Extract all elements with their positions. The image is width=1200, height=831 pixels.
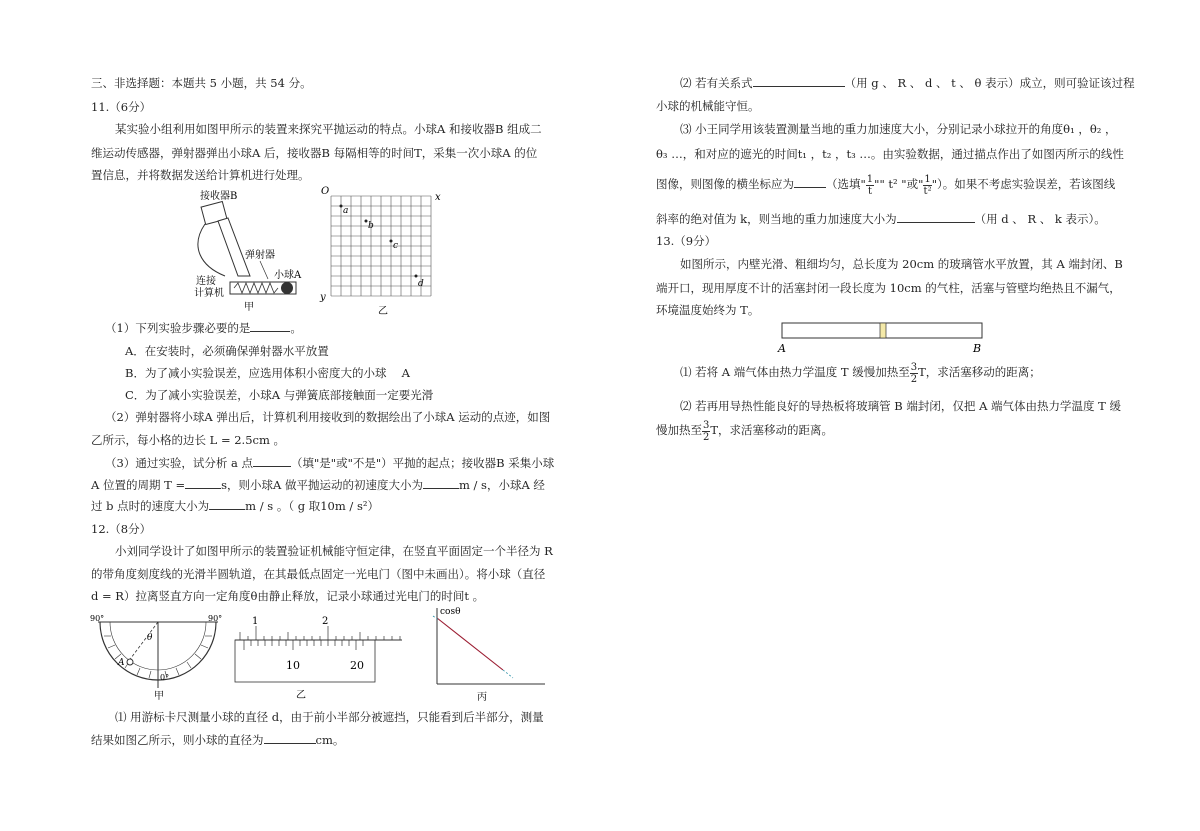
q12-p1-line1: ⑴ 用游标卡尺测量小球的直径 d，由于前小半部分被遮挡，只能看到后半部分，测量	[115, 710, 544, 724]
q13-p1-text-a: ⑴ 若将 A 端气体由热力学温度 T 缓慢加热至	[680, 365, 910, 379]
q11-p3-text-a: （3）通过实验，试分析 a 点	[105, 456, 253, 470]
connect-label-1: 连接	[196, 276, 216, 287]
q12-p1-line2	[91, 732, 344, 748]
q11-figure-jia	[190, 186, 310, 314]
q12-intro-2: 的带角度刻度线的光滑半圆轨道，在其最低点固定一光电门（图中未画出）。将小球（直径	[91, 567, 546, 581]
fraction-1-over-t2	[923, 174, 931, 197]
main-scale-ticks	[240, 626, 400, 640]
q12-p3-text-e: 斜率的绝对值为 k，则当地的重力加速度大小为	[656, 212, 897, 226]
q11-p3-text-b: （填"是"或"不是"）平抛的起点；接收器B 采集小球	[290, 456, 555, 470]
q13-p2-text-a: 慢加热至	[656, 423, 702, 437]
ball-label: 小球A	[274, 270, 302, 281]
deg-right-label: 90°	[208, 614, 223, 623]
vernier-20: 20	[350, 659, 364, 672]
frac2-den: t²	[923, 185, 932, 197]
q12-p3-text-f: （用 d 、 R 、 k 表示）。	[974, 212, 1106, 226]
q11-p1-end: 。	[290, 321, 302, 335]
q11-p1	[105, 320, 302, 336]
ball-a	[281, 282, 293, 294]
q11-option-a: A．在安装时，必须确保弹射器水平放置	[125, 344, 329, 358]
q13-intro-2: 端开口，现用厚度不计的活塞封闭一段长度为 10cm 的气柱，活塞与管壁均绝热且不漏气，	[656, 281, 1121, 295]
q11-p3-text-d: s，则小球A 做平抛运动的初速度大小为	[221, 478, 423, 492]
q11-p3-line2	[91, 477, 545, 493]
zero-deg-label: 0°	[160, 673, 170, 682]
x-label: x	[435, 192, 441, 203]
frac1-den: t	[867, 185, 872, 197]
q12-p3-text-b: （选填"	[826, 177, 866, 191]
connect-label-2: 计算机	[194, 288, 224, 299]
q11-figure-yi	[318, 186, 448, 316]
q12-p3-line4	[656, 211, 1106, 227]
q11-p3-blank-3[interactable]	[423, 477, 459, 489]
q13-p1-frac-num: 3	[910, 361, 918, 373]
q11-p3-text-c: A 位置的周期 T =	[91, 478, 186, 492]
q13-p2-frac-num: 3	[703, 419, 710, 431]
y-axis-label: cosθ	[440, 607, 461, 617]
q11-p2-line1: （2）弹射器将小球A 弹出后，计算机利用接收到的数据绘出了小球A 运动的点迹，如图	[105, 410, 551, 424]
receiver-label: 接收器B	[200, 191, 238, 202]
q12-p2-blank[interactable]	[753, 75, 845, 87]
q12-p3-text-c: "" t² "或"	[874, 177, 924, 191]
origin-label: O	[321, 186, 330, 197]
fig-jia-caption: 甲	[154, 691, 164, 702]
q12-p2-text-b: （用 g 、 R 、 d 、 t 、 θ 表示）成立，则可验证该过程	[844, 76, 1135, 90]
point-b-label: b	[368, 221, 374, 231]
q11-p3-text-g: m / s 。（ g 取10m / s²）	[245, 499, 379, 513]
q11-p1-blank[interactable]	[250, 320, 290, 332]
receiver-arm	[218, 218, 250, 276]
q13-number: 13.（9分）	[656, 234, 717, 248]
q12-p3-text-d: "）。如果不考虑实验误差，若该图线	[931, 177, 1116, 191]
q12-p1-text-a: 结果如图乙所示，则小球的直径为	[91, 733, 264, 747]
q12-figure-jia	[88, 610, 228, 702]
q13-p2-line1: ⑵ 若再用导热性能良好的导热板将玻璃管 B 端封闭，仅把 A 端气体由热力学温度 T 缓	[680, 399, 1122, 413]
q12-p2-text-a: ⑵ 若有关系式	[680, 76, 753, 90]
fig-jia-caption: 甲	[244, 302, 254, 313]
end-b-label: B	[973, 342, 982, 355]
y-label: y	[320, 292, 326, 303]
q13-p1-text-b: T，求活塞移动的距离；	[918, 365, 1041, 379]
q11-intro-1: 某实验小组利用如图甲所示的装置来探究平抛运动的特点。小球A 和接收器B 组成二	[115, 122, 542, 136]
q11-p3-blank-2[interactable]	[185, 477, 221, 489]
q12-figure-bing	[425, 604, 550, 702]
q11-p3-line1	[105, 455, 554, 471]
q12-p3-text-a: 图像，则图像的横坐标应为	[656, 177, 794, 191]
piston	[880, 323, 886, 338]
q11-p1-stem: （1）下列实验步骤必要的是	[105, 321, 251, 335]
q11-p3-line3	[91, 498, 379, 514]
q11-p3-text-f: 过 b 点时的速度大小为	[91, 499, 210, 513]
q12-p3-line1: ⑶ 小王同学用该装置测量当地的重力加速度大小，分别记录小球拉开的角度θ₁ ，θ₂ ，	[680, 122, 1117, 136]
data-line	[437, 618, 503, 670]
q12-p2	[680, 75, 1135, 91]
q13-tube-figure	[774, 318, 990, 358]
q12-p3-line2: θ₃ …，和对应的遮光的时间t₁ ，t₂ ，t₃ …。由实验数据，通过描点作出了如图丙所示的线性	[656, 147, 1124, 161]
q12-p1-blank[interactable]	[264, 732, 316, 744]
launcher-label: 弹射器	[245, 250, 275, 261]
q13-p1-frac-den: 2	[910, 373, 918, 385]
ball	[127, 659, 133, 665]
q11-p2-line2: 乙所示，每小格的边长 L = 2.5cm 。	[91, 433, 286, 447]
q11-intro-2: 维运动传感器，弹射器弹出小球A 后，接收器B 每隔相等的时间T，采集一次小球A 的位	[91, 146, 538, 160]
q12-p2-line2: 小球的机械能守恒。	[656, 99, 760, 113]
q12-p1-text-b: cm。	[315, 733, 345, 747]
q12-number: 12.（8分）	[91, 522, 152, 536]
deg-left-label: 90°	[90, 614, 105, 623]
data-line-extension	[503, 670, 513, 678]
section-header: 三、非选择题：本题共 5 小题，共 54 分。	[91, 76, 312, 90]
theta-label: θ	[147, 633, 153, 643]
point-c-label: c	[393, 241, 399, 251]
point-a-label: a	[343, 206, 349, 216]
q12-figure-yi	[230, 612, 410, 702]
q13-p1	[680, 360, 1041, 385]
q11-option-b: B．为了减小实验误差，应选用体积小密度大的小球 A	[125, 366, 410, 380]
q11-p3-text-e: m / s，小球A 经	[458, 478, 545, 492]
point-d-label: d	[418, 279, 424, 289]
fraction-3-over-2	[910, 362, 918, 385]
main-scale-2: 2	[322, 616, 329, 627]
end-a-label: A	[778, 342, 786, 355]
q13-p2-text-b: T，求活塞移动的距离。	[710, 423, 834, 437]
q12-intro-1: 小刘同学设计了如图甲所示的装置验证机械能守恒定律，在竖直平面固定一个半径为 R	[115, 544, 553, 558]
q12-p3-blank-1[interactable]	[794, 176, 826, 188]
q13-p2-line2	[656, 418, 833, 443]
q11-number: 11.（6分）	[91, 100, 152, 114]
receiver-cable	[198, 224, 225, 276]
vernier-10: 10	[286, 659, 300, 672]
fraction-1-over-t	[866, 174, 874, 197]
q13-p2-frac-den: 2	[703, 431, 710, 443]
frac1-num: 1	[866, 173, 874, 185]
vernier-ticks	[244, 640, 363, 650]
q12-p3-blank-2[interactable]	[897, 211, 975, 223]
q11-option-c: C．为了减小实验误差，小球A 与弹簧底部接触面一定要光滑	[125, 388, 434, 402]
q11-p3-blank-4[interactable]	[209, 498, 245, 510]
point-a-label: A	[118, 658, 125, 668]
fig-yi-caption: 乙	[296, 690, 306, 701]
fig-bing-caption: 丙	[477, 692, 487, 702]
q13-intro-1: 如图所示，内壁光滑、粗细均匀，总长度为 20cm 的玻璃管水平放置，其 A 端封闭、B	[680, 257, 1123, 271]
q11-intro-3: 置信息，并将数据发送给计算机进行处理。	[91, 168, 310, 182]
q12-p3-line3	[656, 172, 1115, 197]
frac2-num: 1	[924, 173, 931, 185]
q13-intro-3: 环境温度始终为 T。	[656, 303, 760, 317]
main-scale-1: 1	[252, 616, 259, 627]
point-d	[415, 275, 418, 278]
q12-intro-3: d = R）拉离竖直方向一定角度θ由静止释放，记录小球通过光电门的时间t 。	[91, 589, 485, 603]
fig-yi-caption: 乙	[378, 306, 388, 316]
q11-p3-blank-1[interactable]	[253, 455, 291, 467]
